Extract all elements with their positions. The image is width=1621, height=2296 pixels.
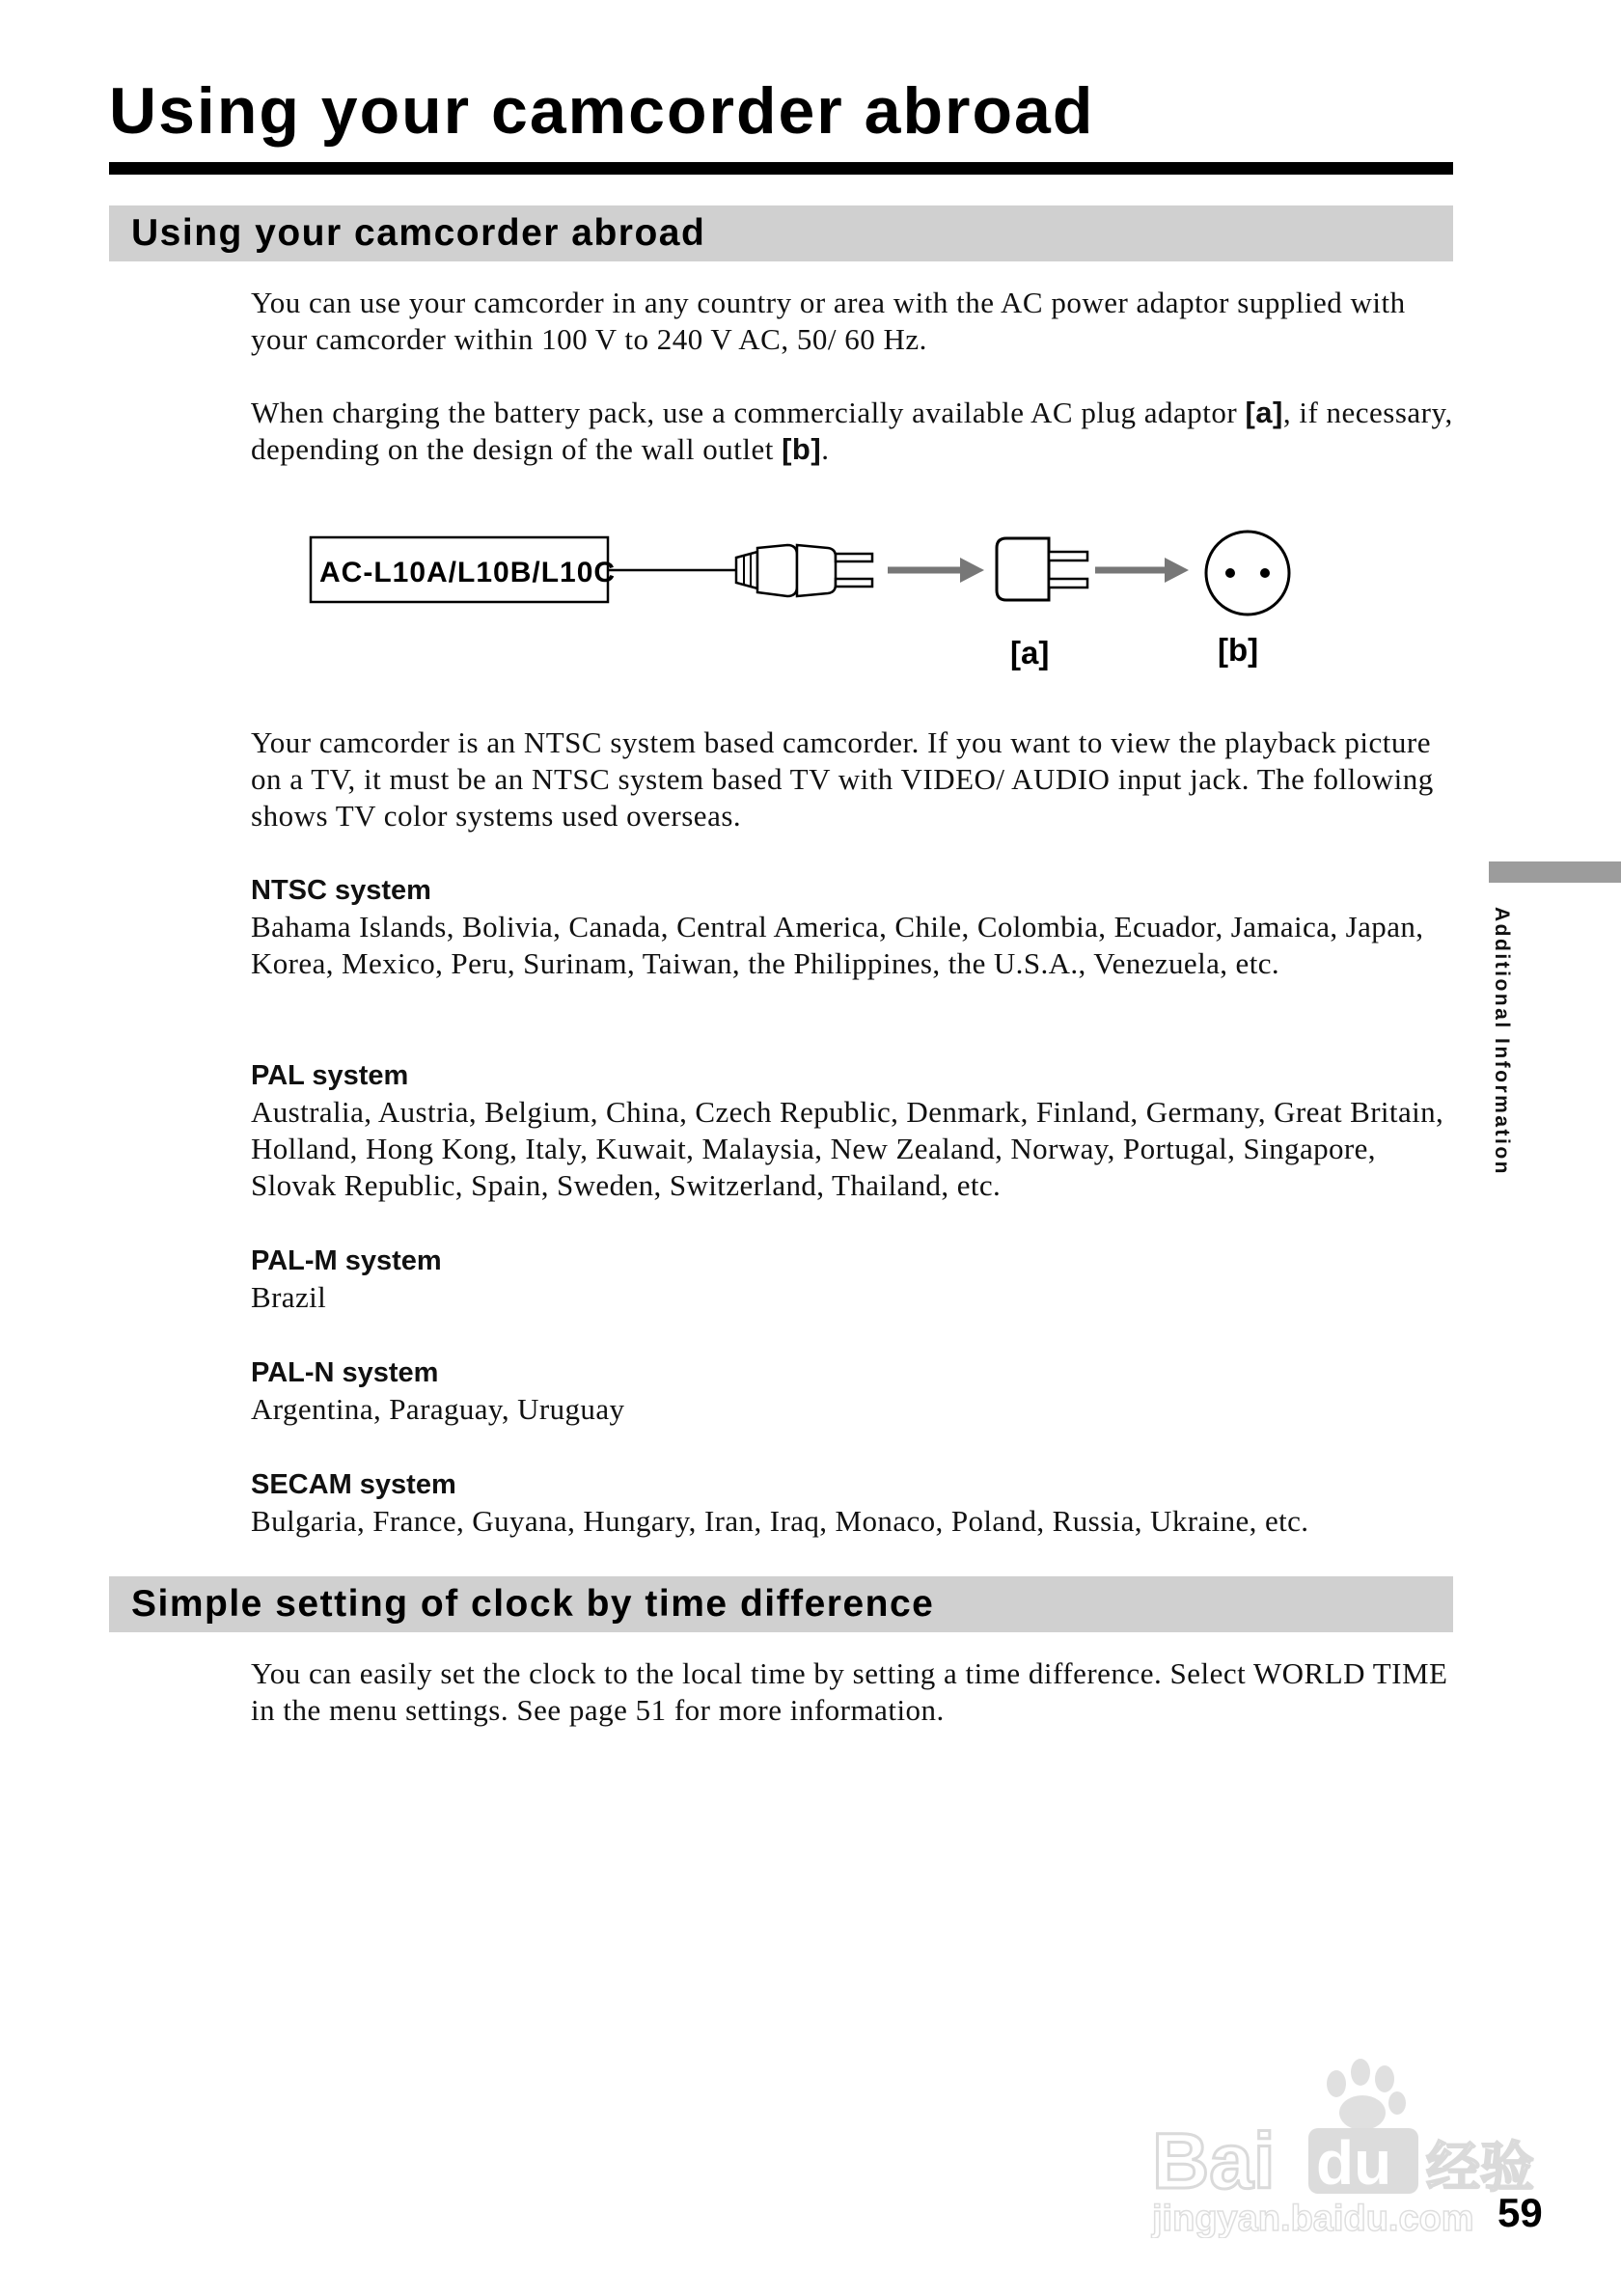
paw-icon [1327, 2059, 1406, 2130]
plug-adaptor-diagram [0, 0, 1621, 695]
plug-adaptor-icon [997, 538, 1087, 600]
baidu-watermark [1139, 2045, 1544, 2238]
label-a: [a] [1010, 635, 1050, 670]
clock-paragraph: You can easily set the clock to the local time by setting a time difference. Select WORLD TIME in the menu settings. See page 51 for more information. [251, 1656, 1448, 1727]
watermark-brand: Bai [1152, 2118, 1276, 2205]
ac-plug-icon [736, 545, 872, 596]
adaptor-label: AC-L10A/L10B/L10C [319, 557, 617, 588]
label-b: [b] [1218, 632, 1259, 668]
system-heading-pal-n: PAL-N system [251, 1357, 439, 1388]
page-number: 59 [1497, 2190, 1543, 2235]
system-heading-pal-m: PAL-M system [251, 1245, 442, 1276]
arrow-right-icon-2 [1095, 558, 1189, 583]
watermark-brand-cn: 经验 [1426, 2137, 1534, 2200]
system-countries-pal-n: Argentina, Paraguay, Uruguay [251, 1392, 625, 1426]
system-countries-ntsc: Bahama Islands, Bolivia, Canada, Central America, Chile, Colombia, Ecuador, Jamaica, Japan, Korea, Mexico, Peru, Surinam, Taiwan, the Philippines, the U.S.A., Venezuela, etc. [251, 910, 1424, 980]
watermark-url: jingyan.baidu.com [1152, 2199, 1474, 2238]
system-countries-pal: Australia, Austria, Belgium, China, Czech Republic, Denmark, Finland, Germany, Great Britain, Holland, Hong Kong, Italy, Kuwait, Malaysia, New Zealand, Norway, Portugal, Singapore, Slovak Republic, Spain, Sweden, Switzerland, Thailand, etc. [251, 1095, 1444, 1202]
plug-adaptor-text-end: . [821, 432, 830, 466]
page-title: Using your camcorder abroad [109, 74, 1095, 148]
side-tab-label: Additional Information [1491, 907, 1513, 1176]
wall-outlet-icon [1206, 532, 1289, 615]
watermark-brand-du: du [1316, 2128, 1392, 2198]
system-heading-secam: SECAM system [251, 1469, 456, 1500]
ntsc-intro-paragraph: Your camcorder is an NTSC system based camcorder. If you want to view the playback picture on a TV, it must be an NTSC system based TV with VIDEO/ AUDIO input jack. The following shows TV color systems used overseas. [251, 725, 1434, 833]
system-countries-secam: Bulgaria, France, Guyana, Hungary, Iran, Iraq, Monaco, Poland, Russia, Ukraine, etc. [251, 1504, 1309, 1538]
system-heading-pal: PAL system [251, 1060, 409, 1091]
ref-b: [b] [782, 432, 822, 466]
system-countries-pal-m: Brazil [251, 1280, 327, 1314]
plug-adaptor-text: When charging the battery pack, use a commercially available AC plug adaptor [251, 396, 1238, 429]
side-tab-marker [1489, 861, 1621, 883]
ref-a: [a] [1245, 396, 1283, 429]
section-heading-abroad: Using your camcorder abroad [109, 205, 1453, 261]
system-heading-ntsc: NTSC system [251, 875, 431, 906]
arrow-right-icon [888, 558, 984, 583]
voltage-paragraph: You can use your camcorder in any country or area with the AC power adaptor supplied with your camcorder within 100 V to 240 V AC, 50/ 60 Hz. [251, 286, 1406, 356]
plug-adaptor-text-2: , if necessary, depending on the design of the wall outlet [251, 396, 1453, 466]
section-heading-clock: Simple setting of clock by time difference [109, 1576, 1453, 1632]
